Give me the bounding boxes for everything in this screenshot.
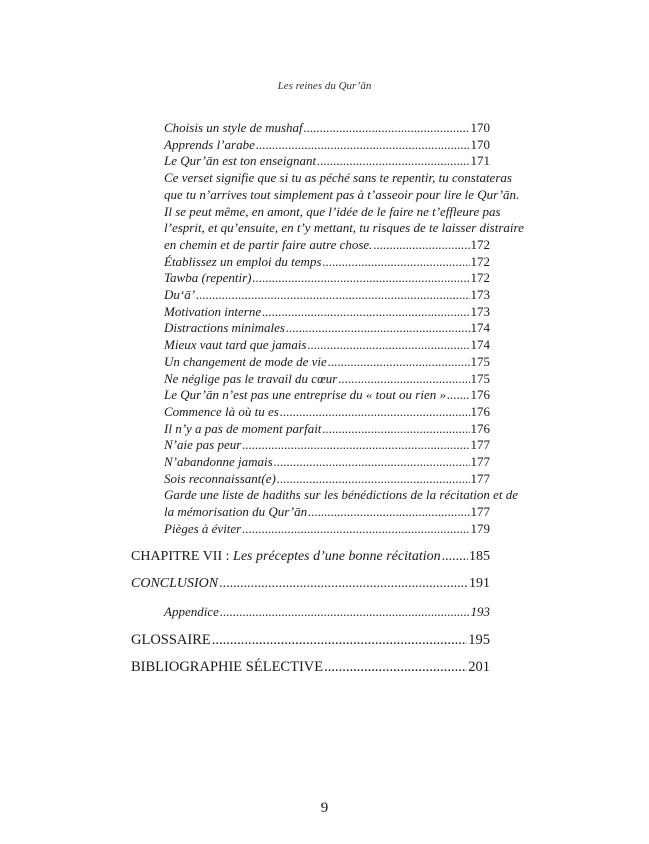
dot-leader xyxy=(256,137,470,154)
toc-bibliography-entry[interactable] xyxy=(131,659,490,676)
dot-leader xyxy=(373,237,469,254)
dot-leader xyxy=(447,387,469,404)
toc-glossary-entry[interactable] xyxy=(131,632,490,649)
toc-entry-title: Le Qur’ān n’est pas une entreprise du « tout ou rien » xyxy=(164,387,447,403)
toc-entry[interactable] xyxy=(164,521,490,538)
toc-entry-title: Choisis un style de mushaf xyxy=(164,120,303,135)
running-head: Les reines du Qur’ān xyxy=(277,80,372,92)
dot-leader xyxy=(196,287,469,304)
toc-entry-title: Distractions minimales xyxy=(164,320,285,336)
dot-leader xyxy=(338,371,469,388)
toc-entry-page: 174 xyxy=(470,337,490,353)
dot-leader xyxy=(322,254,469,271)
toc-bibliography-title: BIBLIOGRAPHIE SÉLECTIVE xyxy=(131,659,324,676)
dot-leader xyxy=(328,354,470,371)
toc-entry-page: 174 xyxy=(470,320,490,336)
toc-entry-title: N’abandonne jamais xyxy=(164,454,273,470)
toc-entry-page: 179 xyxy=(470,520,490,536)
toc-entry[interactable] xyxy=(164,270,490,287)
toc-entry[interactable] xyxy=(164,471,490,488)
dot-leader xyxy=(308,504,469,521)
toc-entry[interactable] xyxy=(164,120,490,137)
toc-entry-title: Tawba (repentir) xyxy=(164,270,252,286)
toc-entry-page: 172 xyxy=(470,270,490,286)
toc-entry-page: 172 xyxy=(470,236,490,252)
dot-leader xyxy=(324,659,467,676)
toc-entry[interactable] xyxy=(164,404,490,421)
toc-entry-title: Commence là où tu es xyxy=(164,403,279,419)
dot-leader xyxy=(220,604,470,621)
toc-chapter-title: Les préceptes d’une bonne récitation xyxy=(233,548,441,564)
toc-entry-page: 175 xyxy=(470,370,490,386)
toc-entry[interactable] xyxy=(164,454,490,471)
toc-entry-title: Motivation interne xyxy=(164,303,262,319)
toc-entry-title: Mieux vaut tard que jamais xyxy=(164,337,307,353)
dot-leader xyxy=(322,421,469,438)
toc-entry-title-line: Ce verset signifie que si tu as péché sans te repentir, tu constateras xyxy=(164,170,512,186)
toc-entry-title: Pièges à éviter xyxy=(164,520,242,536)
toc-entry[interactable] xyxy=(164,254,490,271)
toc-entry-multiline[interactable] xyxy=(164,487,519,520)
toc-entry-title-line: Il se peut même, en amont, que l’idée de le faire ne t’effleure pas xyxy=(164,203,501,219)
toc-entry-page: 191 xyxy=(469,576,490,592)
toc-entry[interactable] xyxy=(164,287,490,304)
dot-leader xyxy=(308,337,470,354)
dot-leader xyxy=(442,549,468,566)
dot-leader xyxy=(274,454,470,471)
toc-entry[interactable] xyxy=(164,354,490,371)
dot-leader xyxy=(277,471,470,488)
toc-entry-multiline[interactable] xyxy=(164,170,524,254)
toc-entry-title-line: en chemin et de partir faire autre chose. xyxy=(164,236,373,252)
toc-entry-title-line: l’esprit, et qu’ensuite, en t’y mettant, tu risques de te laisser distraire xyxy=(164,220,524,236)
toc-entry-title-line: que tu n’arrives tout simplement pas à t’asseoir pour lire le Qur’ān. xyxy=(164,186,520,202)
toc-entry[interactable] xyxy=(164,137,490,154)
toc-entry-page: 201 xyxy=(468,659,490,676)
toc-entry-page: 176 xyxy=(470,387,490,403)
dot-leader xyxy=(304,120,470,137)
dot-leader xyxy=(286,320,470,337)
toc-entry-page: 176 xyxy=(470,420,490,436)
toc-conclusion-title: CONCLUSION xyxy=(131,576,219,592)
toc-entry-page: 176 xyxy=(470,403,490,419)
dot-leader xyxy=(280,404,470,421)
toc-entry-page: 173 xyxy=(470,287,490,303)
toc-appendix-entry[interactable] xyxy=(164,604,490,621)
toc-entry-page: 177 xyxy=(470,437,490,453)
table-of-contents xyxy=(131,120,524,676)
dot-leader xyxy=(242,521,469,538)
toc-entry-title: Du‘ā’ xyxy=(164,287,196,303)
toc-entry-page: 175 xyxy=(470,353,490,369)
toc-entry-page: 177 xyxy=(470,454,490,470)
toc-entry-title: Apprends l’arabe xyxy=(164,136,255,152)
toc-entry-page: 177 xyxy=(470,504,490,520)
toc-entry-title-line: la mémorisation du Qur’ān xyxy=(164,504,308,520)
dot-leader xyxy=(242,437,469,454)
toc-entry-page: 195 xyxy=(468,631,490,648)
toc-appendix-title: Appendice xyxy=(164,603,219,619)
toc-entry[interactable] xyxy=(164,320,490,337)
dot-leader xyxy=(212,632,467,649)
toc-entry-page: 177 xyxy=(470,470,490,486)
toc-entry-page: 170 xyxy=(470,136,490,152)
toc-entry-title: Ne néglige pas le travail du cœur xyxy=(164,370,338,386)
toc-entry-title-line: Garde une liste de hadiths sur les bénédictions de la récitation et de xyxy=(164,487,519,503)
toc-entry[interactable] xyxy=(164,153,490,170)
toc-entry[interactable] xyxy=(164,437,490,454)
toc-chapter-prefix: CHAPITRE VII : xyxy=(131,548,234,564)
toc-entry-title: Un changement de mode de vie xyxy=(164,353,327,369)
toc-entry-page: 171 xyxy=(470,153,490,169)
toc-entry[interactable] xyxy=(164,421,490,438)
dot-leader xyxy=(262,304,469,321)
toc-entry-title: N’aie pas peur xyxy=(164,437,242,453)
toc-entry-page: 193 xyxy=(470,603,490,619)
toc-glossary-title: GLOSSAIRE xyxy=(131,631,211,648)
page-number: 9 xyxy=(320,800,329,816)
dot-leader xyxy=(253,270,470,287)
toc-entry[interactable] xyxy=(164,337,490,354)
toc-entry-page: 170 xyxy=(470,120,490,135)
toc-entry-title: Établissez un emploi du temps xyxy=(164,253,322,269)
toc-entry[interactable] xyxy=(164,304,490,321)
toc-entry[interactable] xyxy=(164,387,490,404)
toc-entry-title: Sois reconnaissant(e) xyxy=(164,470,276,486)
toc-entry-page: 173 xyxy=(470,303,490,319)
toc-entry-page: 185 xyxy=(469,548,490,564)
toc-chapter-entry[interactable] xyxy=(131,549,490,566)
dot-leader xyxy=(317,153,469,170)
toc-entry-page: 172 xyxy=(470,253,490,269)
toc-entry-title: Le Qur’ān est ton enseignant xyxy=(164,153,317,169)
toc-conclusion-entry[interactable] xyxy=(131,576,490,593)
toc-entry[interactable] xyxy=(164,371,490,388)
toc-entry-title: Il n’y a pas de moment parfait xyxy=(164,420,322,436)
dot-leader xyxy=(219,576,468,593)
